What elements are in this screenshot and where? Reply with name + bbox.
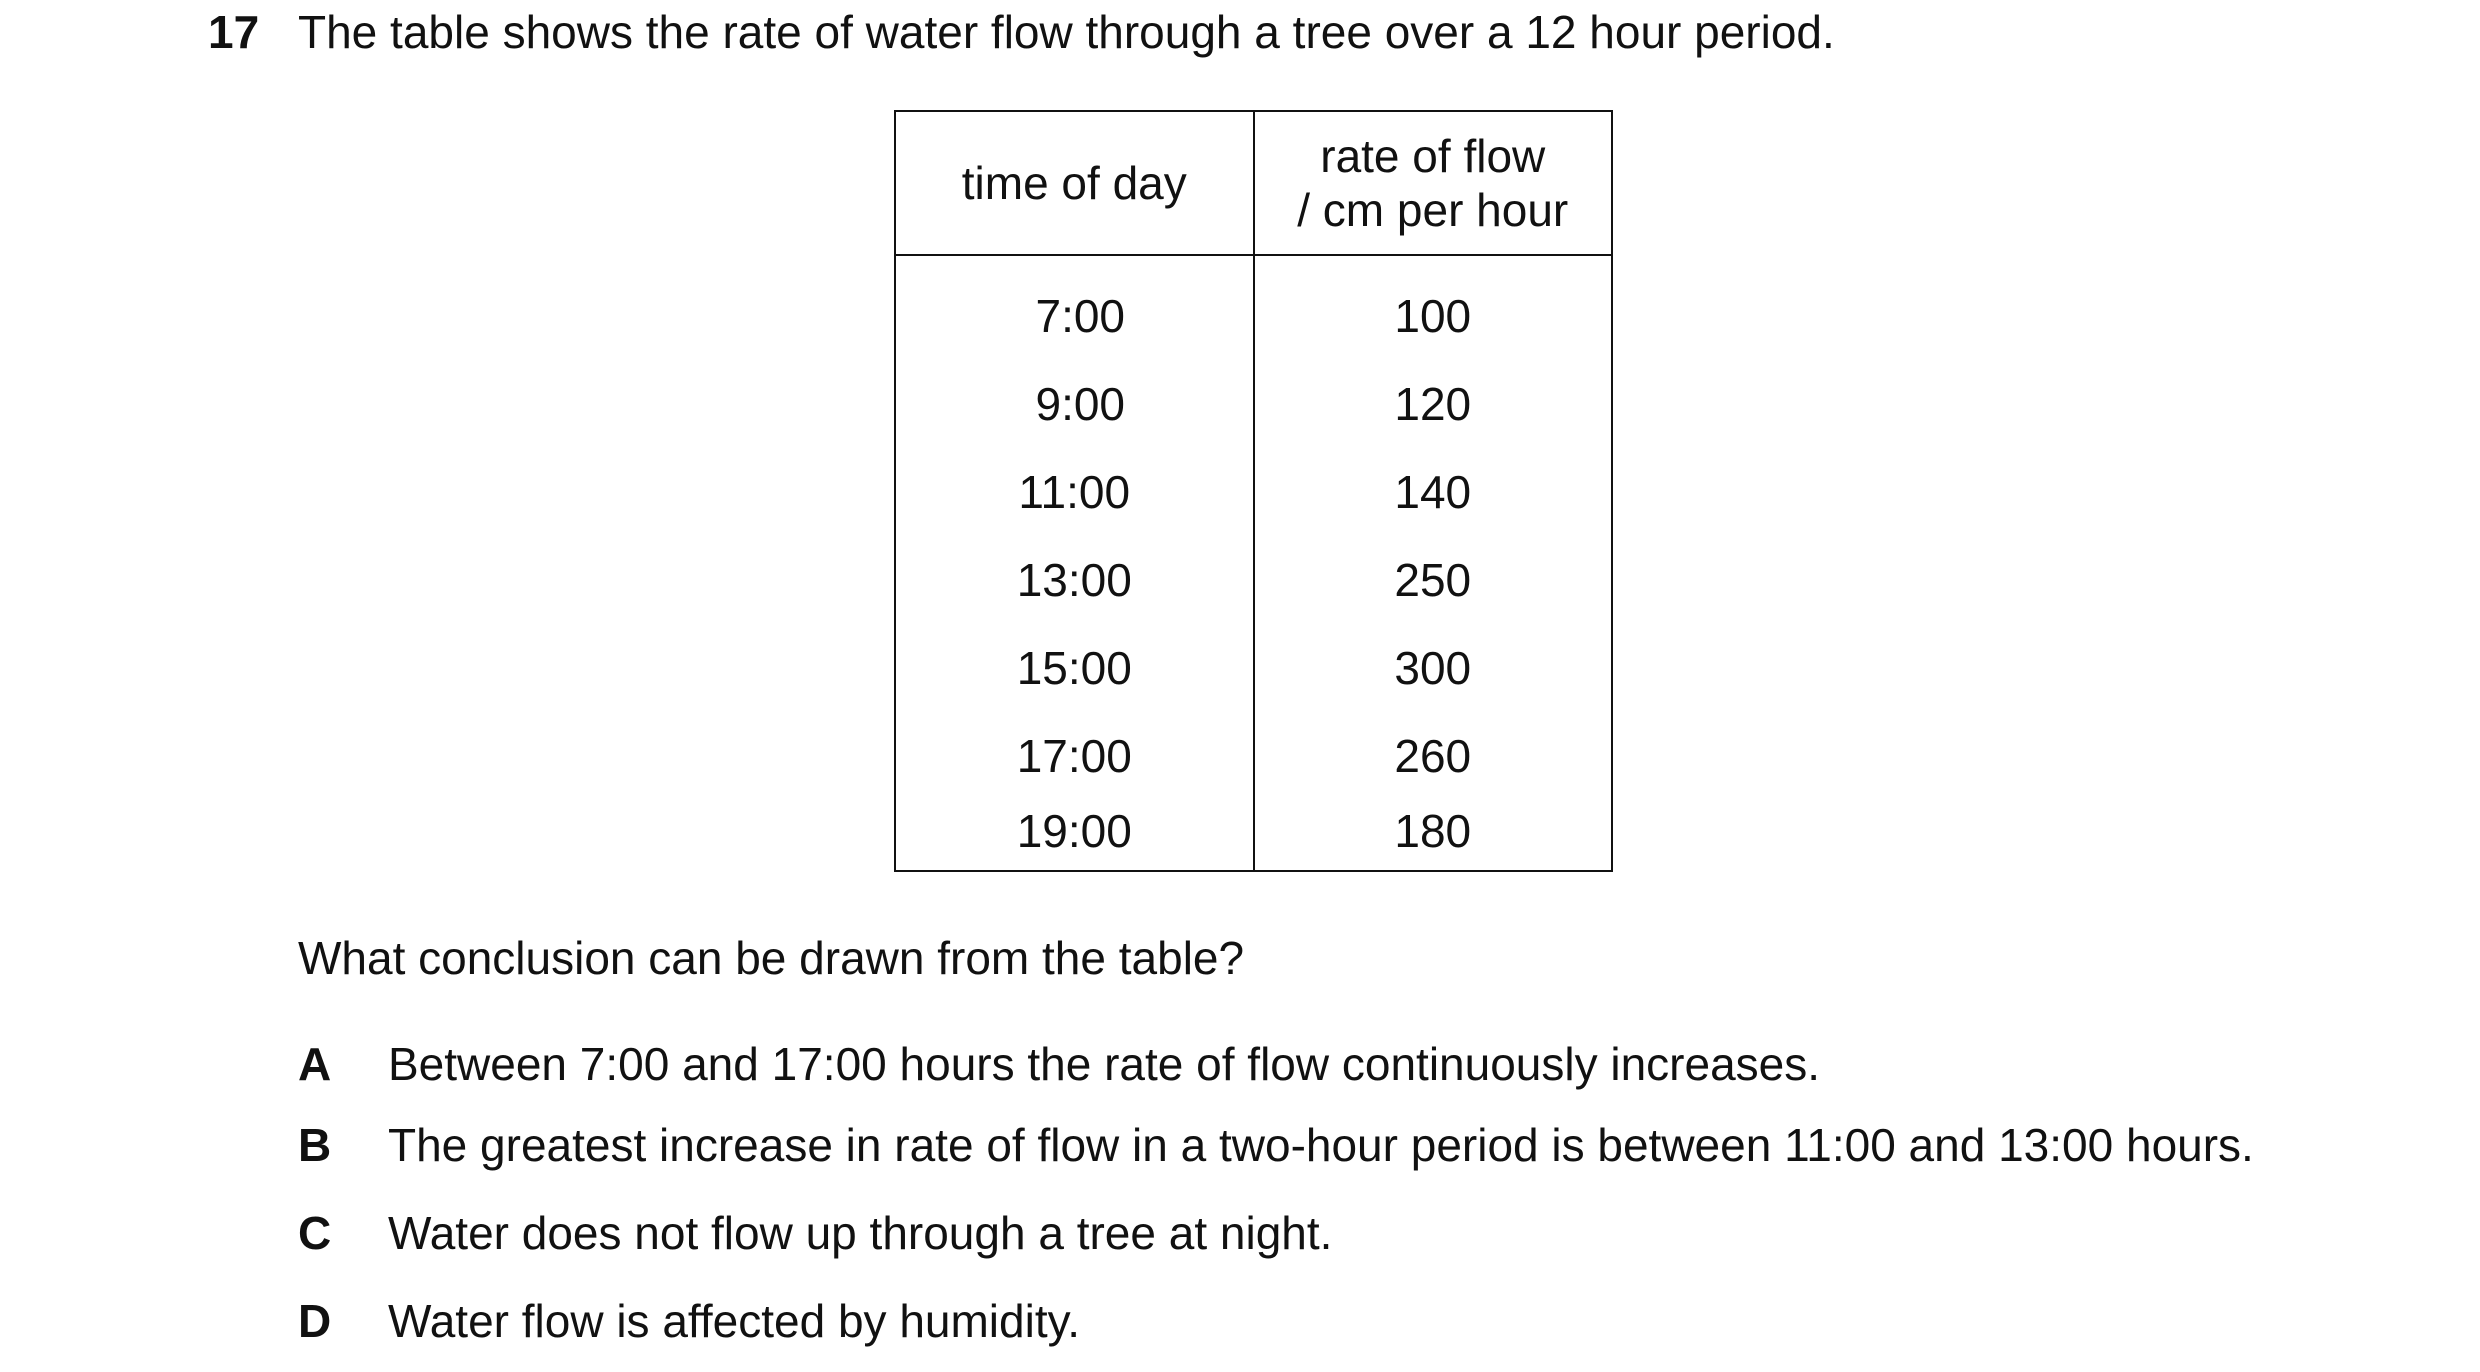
rate-cell: 180 [1254, 800, 1613, 871]
option-letter: B [298, 1119, 332, 1171]
flow-rate-table [894, 110, 1613, 872]
option-letter: D [298, 1295, 332, 1347]
rate-header-line1: rate of flow [1320, 130, 1546, 182]
table-row [895, 800, 1612, 871]
rate-cell: 300 [1254, 624, 1613, 712]
option-text: Water does not flow up through a tree at night. [388, 1207, 1333, 1259]
table-row [895, 360, 1612, 448]
question-prompt: What conclusion can be drawn from the table? [298, 932, 1245, 984]
rate-cell: 100 [1254, 255, 1613, 360]
time-cell: 11:00 [895, 448, 1254, 536]
rate-cell: 140 [1254, 448, 1613, 536]
option-text: Between 7:00 and 17:00 hours the rate of flow continuously increases. [388, 1038, 1821, 1090]
time-cell: 17:00 [895, 712, 1254, 800]
table-row [895, 712, 1612, 800]
time-of-day-header [895, 111, 1254, 255]
table-row [895, 536, 1612, 624]
option-b[interactable] [298, 1119, 2254, 1171]
time-cell: 19:00 [895, 800, 1254, 871]
question-text: The table shows the rate of water flow through a tree over a 12 hour period. [298, 6, 1835, 58]
option-d[interactable] [298, 1295, 1080, 1347]
rate-cell: 250 [1254, 536, 1613, 624]
rate-of-flow-header [1254, 111, 1613, 255]
option-text: Water flow is affected by humidity. [388, 1295, 1080, 1347]
time-cell: 13:00 [895, 536, 1254, 624]
question-number: 17 [208, 6, 260, 58]
rate-header-line2: / cm per hour [1297, 184, 1569, 236]
time-cell: 9:00 [895, 360, 1254, 448]
table-header-row [895, 111, 1612, 255]
time-of-day-header-label: time of day [961, 157, 1187, 209]
option-letter: A [298, 1038, 332, 1090]
option-text: The greatest increase in rate of flow in a two-hour period is between 11:00 and 13:00 hours. [388, 1119, 2254, 1171]
rate-cell: 120 [1254, 360, 1613, 448]
table-row [895, 448, 1612, 536]
option-c[interactable] [298, 1207, 1332, 1259]
option-letter: C [298, 1207, 332, 1259]
time-cell: 7:00 [895, 255, 1254, 360]
table-row [895, 255, 1612, 360]
table-row [895, 624, 1612, 712]
rate-cell: 260 [1254, 712, 1613, 800]
option-a[interactable] [298, 1038, 1820, 1090]
time-cell: 15:00 [895, 624, 1254, 712]
